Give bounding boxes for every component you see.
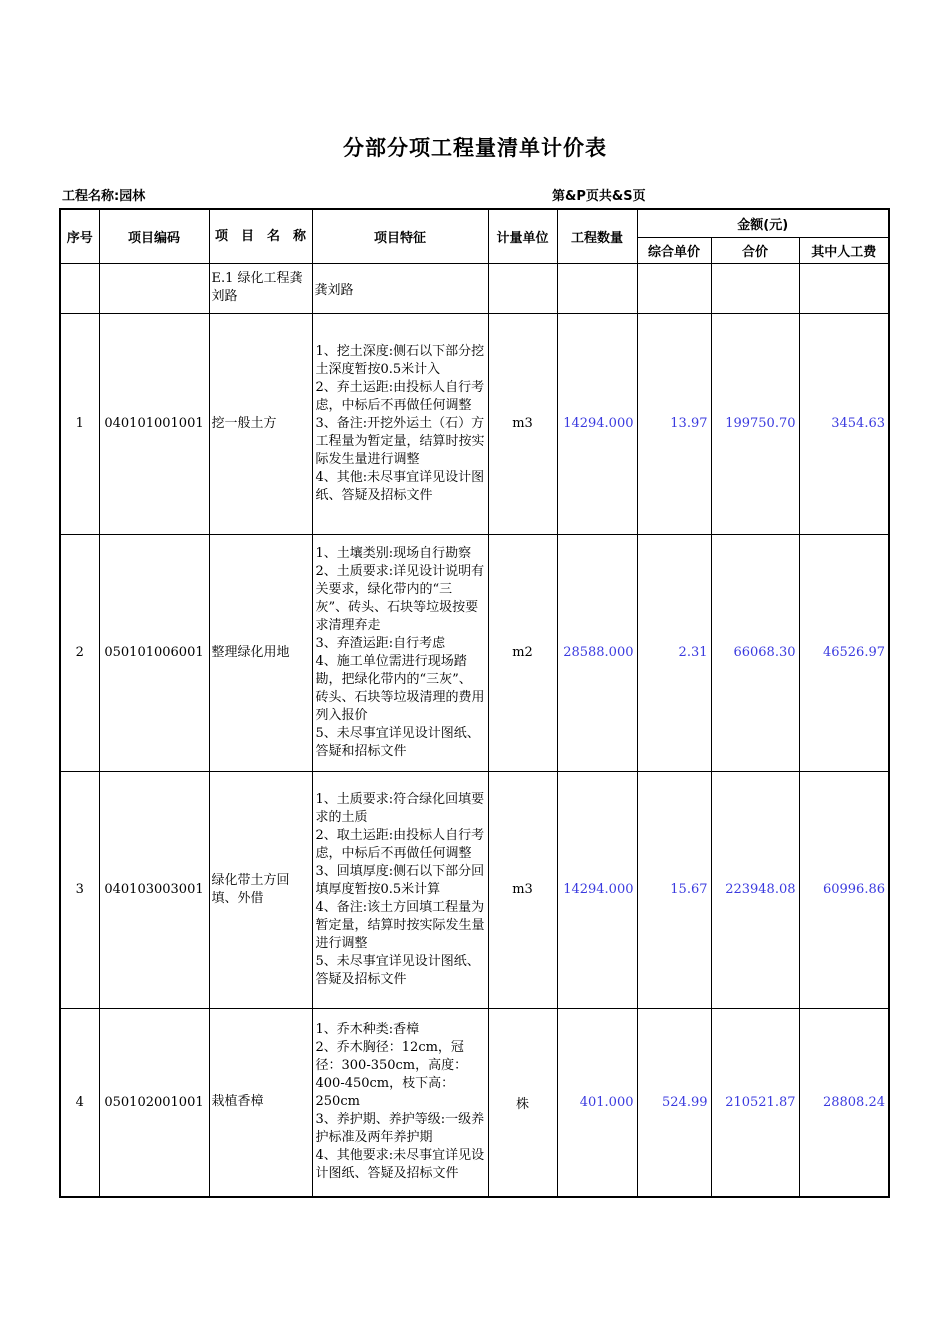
row-name: 栽植香樟: [209, 1008, 312, 1197]
row-qty: 28588.000: [557, 534, 637, 771]
row-total: 223948.08: [711, 771, 799, 1008]
header-code: 项目编码: [99, 209, 209, 263]
section-unit: [488, 263, 557, 313]
row-unit-price: 524.99: [637, 1008, 711, 1197]
row-feature: 1、挖土深度:侧石以下部分挖土深度暂按0.5米计入 2、弃土运距:由投标人自行考虑，中标后不再做任何调整 3、备注:开挖外运土（石）方工程量为暂定量，结算时按实际发生量进行调整 4、其他:未尽事宜详见设计图纸、答疑及招标文件: [312, 313, 488, 534]
row-total: 199750.70: [711, 313, 799, 534]
row-total: 66068.30: [711, 534, 799, 771]
table-row: [60, 1008, 889, 1197]
section-qty: [557, 263, 637, 313]
row-seq: 3: [60, 771, 99, 1008]
header-amount: 金额(元): [637, 209, 889, 237]
row-feature: 1、乔木种类:香樟 2、乔木胸径：12cm，冠径：300-350cm，高度：400-450cm，枝下高：250cm 3、养护期、养护等级:一级养护标准及两年养护期 4、其他要求:未尽事宜详见设计图纸、答疑及招标文件: [312, 1008, 488, 1197]
row-seq: 2: [60, 534, 99, 771]
row-unit-price: 15.67: [637, 771, 711, 1008]
header-qty: 工程数量: [557, 209, 637, 263]
row-name: 绿化带土方回填、外借: [209, 771, 312, 1008]
row-unit: m3: [488, 313, 557, 534]
table-row: [60, 313, 889, 534]
section-name: E.1 绿化工程龚刘路: [209, 263, 312, 313]
section-labor: [799, 263, 889, 313]
header-row-1: [60, 209, 889, 237]
row-unit: 株: [488, 1008, 557, 1197]
row-qty: 14294.000: [557, 313, 637, 534]
row-unit-price: 2.31: [637, 534, 711, 771]
section-feature: 龚刘路: [312, 263, 488, 313]
pricing-table: [59, 208, 890, 1198]
row-unit: m3: [488, 771, 557, 1008]
table-row: [60, 534, 889, 771]
header-name: 项 目 名 称: [209, 209, 312, 263]
row-feature: 1、土壤类别:现场自行勘察 2、土质要求:详见设计说明有关要求，绿化带内的“三灰”、砖头、石块等垃圾按要求清理弃走 3、弃渣运距:自行考虑 4、施工单位需进行现场踏勘，把绿化带内的“三灰”、砖头、石块等垃圾清理的费用列入报价 5、未尽事宜详见设计图纸、答疑和招标文件: [312, 534, 488, 771]
row-code: 050102001001: [99, 1008, 209, 1197]
header-labor: 其中人工费: [799, 237, 889, 263]
header-seq: 序号: [60, 209, 99, 263]
section-seq: [60, 263, 99, 313]
row-feature: 1、土质要求:符合绿化回填要求的土质 2、取土运距:由投标人自行考虑，中标后不再做任何调整 3、回填厚度:侧石以下部分回填厚度暂按0.5米计算 4、备注:该土方回填工程量为暂定量，结算时按实际发生量进行调整 5、未尽事宜详见设计图纸、答疑及招标文件: [312, 771, 488, 1008]
row-qty: 14294.000: [557, 771, 637, 1008]
header-feature: 项目特征: [312, 209, 488, 263]
row-labor: 28808.24: [799, 1008, 889, 1197]
row-unit-price: 13.97: [637, 313, 711, 534]
section-total: [711, 263, 799, 313]
row-code: 050101006001: [99, 534, 209, 771]
row-code: 040103003001: [99, 771, 209, 1008]
section-unit-price: [637, 263, 711, 313]
row-total: 210521.87: [711, 1008, 799, 1197]
row-qty: 401.000: [557, 1008, 637, 1197]
section-code: [99, 263, 209, 313]
table-row: [60, 771, 889, 1008]
section-row: [60, 263, 889, 313]
header-unit-price: 综合单价: [637, 237, 711, 263]
page-title: 分部分项工程量清单计价表: [343, 136, 607, 160]
row-unit: m2: [488, 534, 557, 771]
row-seq: 1: [60, 313, 99, 534]
row-labor: 3454.63: [799, 313, 889, 534]
row-name: 整理绿化用地: [209, 534, 312, 771]
row-labor: 60996.86: [799, 771, 889, 1008]
row-labor: 46526.97: [799, 534, 889, 771]
header-unit: 计量单位: [488, 209, 557, 263]
row-seq: 4: [60, 1008, 99, 1197]
row-code: 040101001001: [99, 313, 209, 534]
row-name: 挖一般土方: [209, 313, 312, 534]
page-number: 第&P页共&S页: [552, 189, 646, 204]
project-name: 工程名称:园林: [62, 189, 146, 204]
header-total: 合价: [711, 237, 799, 263]
